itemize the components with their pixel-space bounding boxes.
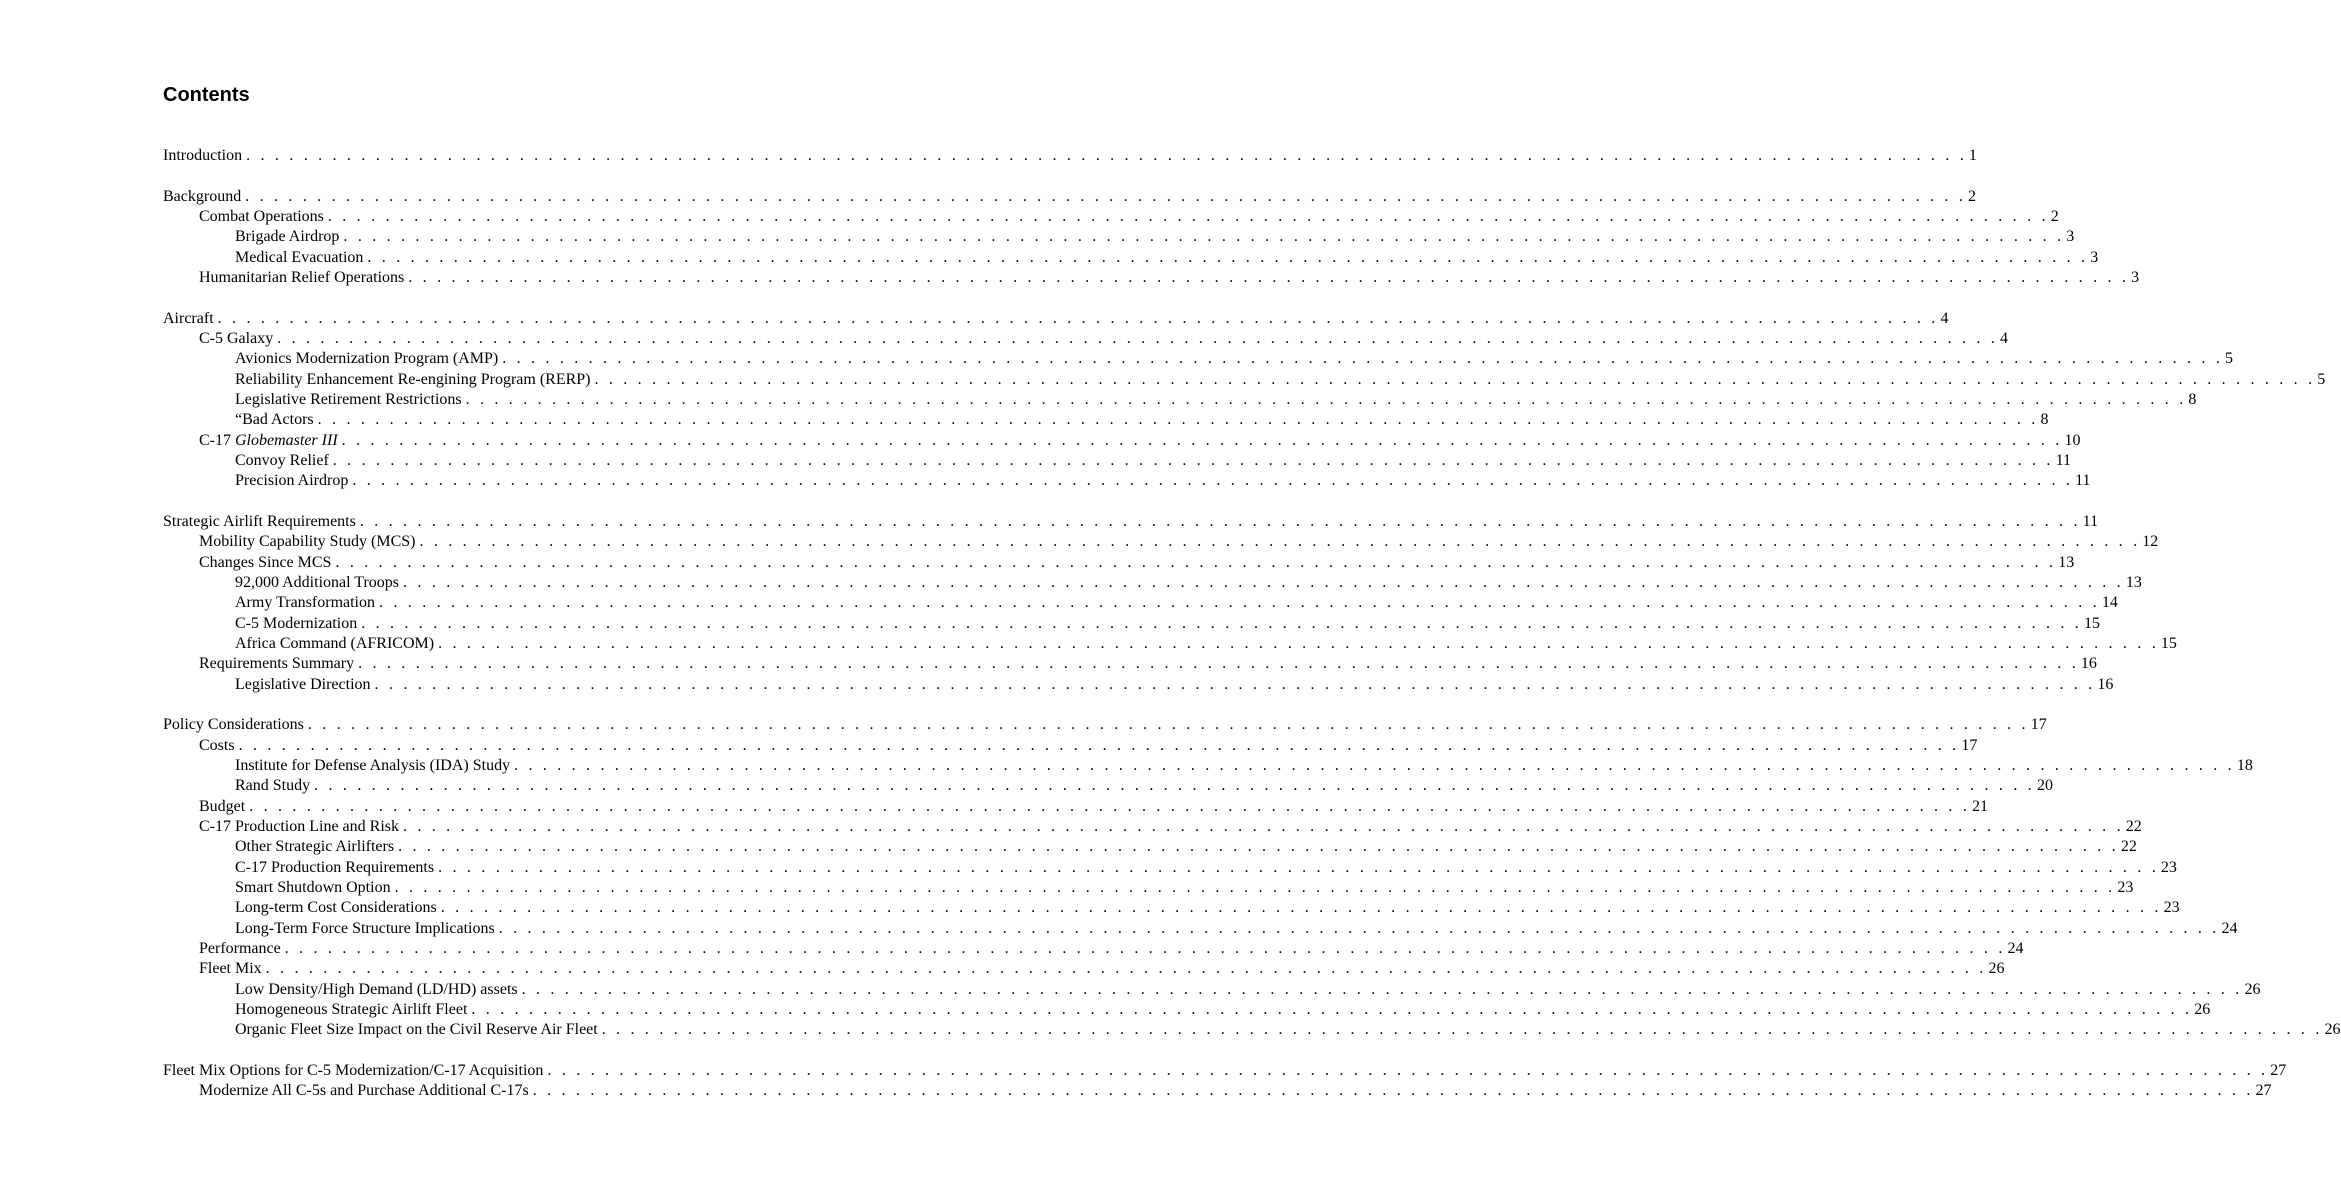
toc-entry[interactable] [163, 1061, 2287, 1081]
toc-entry-page-number: 1 [1968, 147, 1977, 164]
dot-leader: . . . . . . . . . . . . . . . . . . . . . . . . . . . . . . . . . . . . . . . . . . . . . . . . . . . . . . . . . . . . . . . . . . . . . . . . . . . . . . . . . . . . . . . . . . . . . . . . . . . . . . . . . . . . . . . . . . . . . . . . [440, 899, 2162, 917]
toc-entry-title: Costs [199, 736, 235, 754]
toc-entry[interactable] [163, 878, 2134, 898]
toc-entry-title: Performance [199, 940, 281, 958]
toc-entry-title: 92,000 Additional Troops [235, 574, 400, 592]
dot-leader: . . . . . . . . . . . . . . . . . . . . . . . . . . . . . . . . . . . . . . . . . . . . . . . . . . . . . . . . . . . . . . . . . . . . . . . . . . . . . . . . . . . . . . . . . . . . . . . . . . . . . . . . . . . . . . . . . . . . . . . . [438, 858, 2159, 876]
dot-leader: . . . . . . . . . . . . . . . . . . . . . . . . . . . . . . . . . . . . . . . . . . . . . . . . . . . . . . . . . . . . . . . . . . . . . . . . . . . . . . . . . . . . . . . . . . . . . . . . . . . . . . . . . . . . . . . . . . . . . . . . [547, 1062, 2269, 1080]
toc-entry-page-number: 15 [2160, 635, 2177, 653]
toc-entry[interactable] [163, 959, 2005, 979]
toc-entry-title: Low Density/High Demand (LD/HD) assets [235, 980, 518, 998]
toc-entry[interactable] [163, 837, 2137, 857]
toc-entry-title: Africa Command (AFRICOM) [235, 635, 435, 653]
dot-leader: . . . . . . . . . . . . . . . . . . . . . . . . . . . . . . . . . . . . . . . . . . . . . . . . . . . . . . . . . . . . . . . . . . . . . . . . . . . . . . . . . . . . . . . . . . . . . . . . . . . . . . . . . . . . . . . . . . . . . . . . [402, 818, 2124, 836]
toc-entry[interactable] [163, 817, 2142, 837]
toc-entry[interactable] [163, 919, 2238, 939]
toc-entry-title: Budget [199, 797, 246, 815]
toc-entry-page-number: 3 [2090, 248, 2099, 266]
toc-entry-title: C-17 Globemaster III [199, 431, 338, 449]
toc-entry-title: Medical Evacuation [235, 248, 364, 266]
toc-entry-page-number: 16 [2080, 655, 2097, 673]
dot-leader: . . . . . . . . . . . . . . . . . . . . . . . . . . . . . . . . . . . . . . . . . . . . . . . . . . . . . . . . . . . . . . . . . . . . . . . . . . . . . . . . . . . . . . . . . . . . . . . . . . . . . . . . . . . . . . . . . . . . . . . . [532, 1082, 2254, 1100]
dot-leader: . . . . . . . . . . . . . . . . . . . . . . . . . . . . . . . . . . . . . . . . . . . . . . . . . . . . . . . . . . . . . . . . . . . . . . . . . . . . . . . . . . . . . . . . . . . . . . . . . . . . . . . . . . . . . . . . . . . . . . . . [601, 1021, 2323, 1039]
toc-entry-title: “Bad Actors [235, 411, 314, 429]
toc-entry-page-number: 14 [2101, 594, 2118, 612]
toc-entry-page-number: 23 [2160, 858, 2177, 876]
toc-entry[interactable] [163, 390, 2197, 410]
dot-leader: . . . . . . . . . . . . . . . . . . . . . . . . . . . . . . . . . . . . . . . . . . . . . . . . . . . . . . . . . . . . . . . . . . . . . . . . . . . . . . . . . . . . . . . . . . . . . . . . . . . . . . . . . . . . . . . . . . . . . . . . [367, 248, 2089, 266]
toc-entry[interactable] [163, 756, 2253, 776]
toc-entry-title: Legislative Direction [235, 675, 371, 693]
dot-leader: . . . . . . . . . . . . . . . . . . . . . . . . . . . . . . . . . . . . . . . . . . . . . . . . . . . . . . . . . . . . . . . . . . . . . . . . . . . . . . . . . . . . . . . . . . . . . . . . . . . . . . . . . . . . . . . . . . . . . . . . [438, 635, 2159, 653]
toc-entry-page-number: 26 [2244, 980, 2261, 998]
toc-entry[interactable] [163, 146, 1977, 166]
toc-entry-page-number: 8 [2188, 391, 2197, 409]
dot-leader: . . . . . . . . . . . . . . . . . . . . . . . . . . . . . . . . . . . . . . . . . . . . . . . . . . . . . . . . . . . . . . . . . . . . . . . . . . . . . . . . . . . . . . . . . . . . . . . . . . . . . . . . . . . . . . . . . . . . . . . . [245, 187, 1967, 205]
dot-leader: . . . . . . . . . . . . . . . . . . . . . . . . . . . . . . . . . . . . . . . . . . . . . . . . . . . . . . . . . . . . . . . . . . . . . . . . . . . . . . . . . . . . . . . . . . . . . . . . . . . . . . . . . . . . . . . . . . . . . . . . [521, 980, 2243, 998]
toc-entry[interactable] [163, 634, 2177, 654]
toc-entry-title: Smart Shutdown Option [235, 879, 391, 897]
toc-entry-title: Avionics Modernization Program (AMP) [235, 350, 499, 368]
dot-leader: . . . . . . . . . . . . . . . . . . . . . . . . . . . . . . . . . . . . . . . . . . . . . . . . . . . . . . . . . . . . . . . . . . . . . . . . . . . . . . . . . . . . . . . . . . . . . . . . . . . . . . . . . . . . . . . . . . . . . . . . [341, 431, 2063, 449]
toc-entry-title: Aircraft [163, 309, 214, 327]
toc-entry[interactable] [163, 248, 2099, 268]
dot-leader: . . . . . . . . . . . . . . . . . . . . . . . . . . . . . . . . . . . . . . . . . . . . . . . . . . . . . . . . . . . . . . . . . . . . . . . . . . . . . . . . . . . . . . . . . . . . . . . . . . . . . . . . . . . . . . . . . . . . . . . . [249, 797, 1971, 815]
toc-entry[interactable] [163, 797, 1989, 817]
toc-entry-title: Legislative Retirement Restrictions [235, 391, 462, 409]
toc-entry-page-number: 22 [2120, 838, 2137, 856]
toc-entry[interactable] [163, 614, 2101, 634]
dot-leader: . . . . . . . . . . . . . . . . . . . . . . . . . . . . . . . . . . . . . . . . . . . . . . . . . . . . . . . . . . . . . . . . . . . . . . . . . . . . . . . . . . . . . . . . . . . . . . . . . . . . . . . . . . . . . . . . . . . . . . . . [307, 716, 2029, 734]
toc-entry-title: Other Strategic Airlifters [235, 838, 395, 856]
toc-entry-page-number: 23 [2163, 899, 2180, 917]
toc-entry-title: Policy Considerations [163, 716, 304, 734]
toc-entry-title: Long-Term Force Structure Implications [235, 919, 495, 937]
toc-entry[interactable] [163, 532, 2159, 552]
toc-entry-title: Reliability Enhancement Re-engining Program (RERP) [235, 370, 591, 388]
toc-entry-title: Humanitarian Relief Operations [199, 269, 405, 287]
dot-leader: . . . . . . . . . . . . . . . . . . . . . . . . . . . . . . . . . . . . . . . . . . . . . . . . . . . . . . . . . . . . . . . . . . . . . . . . . . . . . . . . . . . . . . . . . . . . . . . . . . . . . . . . . . . . . . . . . . . . . . . . [379, 594, 2100, 612]
toc-entry[interactable] [163, 451, 2071, 471]
dot-leader: . . . . . . . . . . . . . . . . . . . . . . . . . . . . . . . . . . . . . . . . . . . . . . . . . . . . . . . . . . . . . . . . . . . . . . . . . . . . . . . . . . . . . . . . . . . . . . . . . . . . . . . . . . . . . . . . . . . . . . . . [265, 960, 1987, 978]
dot-leader: . . . . . . . . . . . . . . . . . . . . . . . . . . . . . . . . . . . . . . . . . . . . . . . . . . . . . . . . . . . . . . . . . . . . . . . . . . . . . . . . . . . . . . . . . . . . . . . . . . . . . . . . . . . . . . . . . . . . . . . . [374, 675, 2096, 693]
toc-entry[interactable] [163, 410, 2049, 430]
dot-leader: . . . . . . . . . . . . . . . . . . . . . . . . . . . . . . . . . . . . . . . . . . . . . . . . . . . . . . . . . . . . . . . . . . . . . . . . . . . . . . . . . . . . . . . . . . . . . . . . . . . . . . . . . . . . . . . . . . . . . . . . [359, 513, 2081, 531]
toc-entry-title: Institute for Defense Analysis (IDA) Study [235, 757, 511, 775]
dot-leader: . . . . . . . . . . . . . . . . . . . . . . . . . . . . . . . . . . . . . . . . . . . . . . . . . . . . . . . . . . . . . . . . . . . . . . . . . . . . . . . . . . . . . . . . . . . . . . . . . . . . . . . . . . . . . . . . . . . . . . . . [335, 553, 2057, 571]
toc-entry-page-number: 3 [2066, 228, 2075, 246]
toc-entry-page-number: 17 [1961, 736, 1978, 754]
toc-entry[interactable] [163, 939, 2024, 959]
toc-entry-page-number: 3 [2131, 269, 2140, 287]
toc-entry[interactable] [163, 715, 2047, 735]
toc-entry-title: C-17 Production Line and Risk [199, 818, 399, 836]
dot-leader: . . . . . . . . . . . . . . . . . . . . . . . . . . . . . . . . . . . . . . . . . . . . . . . . . . . . . . . . . . . . . . . . . . . . . . . . . . . . . . . . . . . . . . . . . . . . . . . . . . . . . . . . . . . . . . . . . . . . . . . . [465, 391, 2187, 409]
toc-entry-page-number: 5 [2225, 350, 2234, 368]
dot-leader: . . . . . . . . . . . . . . . . . . . . . . . . . . . . . . . . . . . . . . . . . . . . . . . . . . . . . . . . . . . . . . . . . . . . . . . . . . . . . . . . . . . . . . . . . . . . . . . . . . . . . . . . . . . . . . . . . . . . . . . . [277, 330, 1999, 348]
toc-entry[interactable] [163, 349, 2234, 369]
toc-entry[interactable] [163, 980, 2261, 1000]
toc-entry-page-number: 11 [2055, 452, 2071, 470]
toc-entry-title: C-17 Production Requirements [235, 858, 435, 876]
toc-entry[interactable] [163, 736, 1978, 756]
dot-leader: . . . . . . . . . . . . . . . . . . . . . . . . . . . . . . . . . . . . . . . . . . . . . . . . . . . . . . . . . . . . . . . . . . . . . . . . . . . . . . . . . . . . . . . . . . . . . . . . . . . . . . . . . . . . . . . . . . . . . . . . [352, 472, 2074, 490]
toc-entry-page-number: 22 [2125, 818, 2142, 836]
toc-entry[interactable] [163, 471, 2091, 491]
toc-entry-title: Fleet Mix [199, 960, 262, 978]
toc-section [163, 187, 2140, 289]
toc-entry-page-number: 24 [2221, 919, 2238, 937]
toc-section [163, 309, 2326, 492]
toc-entry-page-number: 16 [2097, 675, 2114, 693]
toc-entry[interactable] [163, 227, 2075, 247]
toc-section [163, 715, 2341, 1040]
toc-section [163, 146, 1977, 166]
toc-entry-title: Modernize All C-5s and Purchase Additional C-17s [199, 1082, 529, 1100]
dot-leader: . . . . . . . . . . . . . . . . . . . . . . . . . . . . . . . . . . . . . . . . . . . . . . . . . . . . . . . . . . . . . . . . . . . . . . . . . . . . . . . . . . . . . . . . . . . . . . . . . . . . . . . . . . . . . . . . . . . . . . . . [238, 736, 1960, 754]
toc-entry[interactable] [163, 329, 2009, 349]
toc-entry[interactable] [163, 187, 1977, 207]
dot-leader: . . . . . . . . . . . . . . . . . . . . . . . . . . . . . . . . . . . . . . . . . . . . . . . . . . . . . . . . . . . . . . . . . . . . . . . . . . . . . . . . . . . . . . . . . . . . . . . . . . . . . . . . . . . . . . . . . . . . . . . . [419, 533, 2141, 551]
dot-leader: . . . . . . . . . . . . . . . . . . . . . . . . . . . . . . . . . . . . . . . . . . . . . . . . . . . . . . . . . . . . . . . . . . . . . . . . . . . . . . . . . . . . . . . . . . . . . . . . . . . . . . . . . . . . . . . . . . . . . . . . [327, 208, 2049, 226]
toc-entry[interactable] [163, 553, 2075, 573]
toc-entry[interactable] [163, 675, 2114, 695]
dot-leader: . . . . . . . . . . . . . . . . . . . . . . . . . . . . . . . . . . . . . . . . . . . . . . . . . . . . . . . . . . . . . . . . . . . . . . . . . . . . . . . . . . . . . . . . . . . . . . . . . . . . . . . . . . . . . . . . . . . . . . . . [514, 757, 2235, 775]
toc-entry-title: Army Transformation [235, 594, 375, 612]
toc-entry[interactable] [163, 309, 1949, 329]
toc-entry-page-number: 26 [2324, 1021, 2341, 1039]
dot-leader: . . . . . . . . . . . . . . . . . . . . . . . . . . . . . . . . . . . . . . . . . . . . . . . . . . . . . . . . . . . . . . . . . . . . . . . . . . . . . . . . . . . . . . . . . . . . . . . . . . . . . . . . . . . . . . . . . . . . . . . . [358, 655, 2079, 673]
dot-leader: . . . . . . . . . . . . . . . . . . . . . . . . . . . . . . . . . . . . . . . . . . . . . . . . . . . . . . . . . . . . . . . . . . . . . . . . . . . . . . . . . . . . . . . . . . . . . . . . . . . . . . . . . . . . . . . . . . . . . . . . [394, 879, 2116, 897]
contents-heading: Contents [163, 84, 250, 106]
dot-leader: . . . . . . . . . . . . . . . . . . . . . . . . . . . . . . . . . . . . . . . . . . . . . . . . . . . . . . . . . . . . . . . . . . . . . . . . . . . . . . . . . . . . . . . . . . . . . . . . . . . . . . . . . . . . . . . . . . . . . . . . [314, 777, 2035, 795]
toc-entry[interactable] [163, 858, 2177, 878]
toc-entry-title: Mobility Capability Study (MCS) [199, 533, 416, 551]
toc-entry[interactable] [163, 898, 2180, 918]
toc-entry-page-number: 26 [1988, 960, 2005, 978]
table-of-contents [163, 146, 2341, 1122]
toc-section [163, 1061, 2287, 1102]
toc-entry-page-number: 11 [2082, 513, 2099, 531]
toc-entry-page-number: 26 [2194, 1001, 2211, 1019]
toc-entry-page-number: 13 [2125, 574, 2142, 592]
toc-entry[interactable] [163, 268, 2140, 288]
toc-entry-page-number: 4 [2000, 330, 2009, 348]
toc-entry[interactable] [163, 431, 2081, 451]
toc-entry-title: Convoy Relief [235, 452, 329, 470]
toc-entry-page-number: 27 [2255, 1082, 2272, 1100]
dot-leader: . . . . . . . . . . . . . . . . . . . . . . . . . . . . . . . . . . . . . . . . . . . . . . . . . . . . . . . . . . . . . . . . . . . . . . . . . . . . . . . . . . . . . . . . . . . . . . . . . . . . . . . . . . . . . . . . . . . . . . . . [502, 350, 2224, 368]
toc-entry-page-number: 10 [2064, 431, 2081, 449]
toc-entry-page-number: 23 [2117, 879, 2134, 897]
dot-leader: . . . . . . . . . . . . . . . . . . . . . . . . . . . . . . . . . . . . . . . . . . . . . . . . . . . . . . . . . . . . . . . . . . . . . . . . . . . . . . . . . . . . . . . . . . . . . . . . . . . . . . . . . . . . . . . . . . . . . . . . [284, 940, 2006, 958]
dot-leader: . . . . . . . . . . . . . . . . . . . . . . . . . . . . . . . . . . . . . . . . . . . . . . . . . . . . . . . . . . . . . . . . . . . . . . . . . . . . . . . . . . . . . . . . . . . . . . . . . . . . . . . . . . . . . . . . . . . . . . . . [403, 574, 2124, 592]
toc-entry[interactable] [163, 573, 2142, 593]
dot-leader: . . . . . . . . . . . . . . . . . . . . . . . . . . . . . . . . . . . . . . . . . . . . . . . . . . . . . . . . . . . . . . . . . . . . . . . . . . . . . . . . . . . . . . . . . . . . . . . . . . . . . . . . . . . . . . . . . . . . . . . . [246, 147, 1967, 164]
toc-entry-page-number: 18 [2236, 757, 2253, 775]
toc-entry-title: Fleet Mix Options for C-5 Modernization/C-17 Acquisition [163, 1062, 544, 1080]
toc-entry-title: Rand Study [235, 777, 311, 795]
toc-entry[interactable] [163, 512, 2099, 532]
toc-entry-page-number: 15 [2084, 614, 2101, 632]
toc-entry-page-number: 17 [2030, 716, 2047, 734]
toc-entry[interactable] [163, 370, 2326, 390]
toc-entry-title: Introduction [163, 147, 243, 164]
toc-entry-page-number: 11 [2075, 472, 2091, 490]
toc-entry-title: Brigade Airdrop [235, 228, 340, 246]
toc-entry-title: Strategic Airlift Requirements [163, 513, 356, 531]
dot-leader: . . . . . . . . . . . . . . . . . . . . . . . . . . . . . . . . . . . . . . . . . . . . . . . . . . . . . . . . . . . . . . . . . . . . . . . . . . . . . . . . . . . . . . . . . . . . . . . . . . . . . . . . . . . . . . . . . . . . . . . . [317, 411, 2039, 429]
toc-entry-page-number: 13 [2058, 553, 2075, 571]
toc-entry-page-number: 5 [2317, 370, 2326, 388]
toc-entry-title: Changes Since MCS [199, 553, 332, 571]
toc-entry-title: C-5 Galaxy [199, 330, 274, 348]
toc-entry[interactable] [163, 1020, 2341, 1040]
dot-leader: . . . . . . . . . . . . . . . . . . . . . . . . . . . . . . . . . . . . . . . . . . . . . . . . . . . . . . . . . . . . . . . . . . . . . . . . . . . . . . . . . . . . . . . . . . . . . . . . . . . . . . . . . . . . . . . . . . . . . . . . [343, 228, 2065, 246]
toc-entry-title: Organic Fleet Size Impact on the Civil Reserve Air Fleet [235, 1021, 598, 1039]
dot-leader: . . . . . . . . . . . . . . . . . . . . . . . . . . . . . . . . . . . . . . . . . . . . . . . . . . . . . . . . . . . . . . . . . . . . . . . . . . . . . . . . . . . . . . . . . . . . . . . . . . . . . . . . . . . . . . . . . . . . . . . . [217, 309, 1939, 327]
toc-entry[interactable] [163, 207, 2059, 227]
toc-entry-page-number: 2 [2050, 208, 2059, 226]
dot-leader: . . . . . . . . . . . . . . . . . . . . . . . . . . . . . . . . . . . . . . . . . . . . . . . . . . . . . . . . . . . . . . . . . . . . . . . . . . . . . . . . . . . . . . . . . . . . . . . . . . . . . . . . . . . . . . . . . . . . . . . . [361, 614, 2083, 632]
toc-entry-page-number: 27 [2270, 1062, 2287, 1080]
toc-entry-page-number: 24 [2007, 940, 2024, 958]
toc-entry-title: Background [163, 187, 242, 205]
dot-leader: . . . . . . . . . . . . . . . . . . . . . . . . . . . . . . . . . . . . . . . . . . . . . . . . . . . . . . . . . . . . . . . . . . . . . . . . . . . . . . . . . . . . . . . . . . . . . . . . . . . . . . . . . . . . . . . . . . . . . . . . [471, 1001, 2193, 1019]
toc-entry[interactable] [163, 776, 2053, 796]
toc-entry[interactable] [163, 1081, 2272, 1101]
toc-entry-title: Homogeneous Strategic Airlift Fleet [235, 1001, 468, 1019]
dot-leader: . . . . . . . . . . . . . . . . . . . . . . . . . . . . . . . . . . . . . . . . . . . . . . . . . . . . . . . . . . . . . . . . . . . . . . . . . . . . . . . . . . . . . . . . . . . . . . . . . . . . . . . . . . . . . . . . . . . . . . . . [398, 838, 2119, 856]
toc-entry-title: Requirements Summary [199, 655, 355, 673]
toc-entry-page-number: 4 [1940, 309, 1949, 327]
toc-entry-title: Long-term Cost Considerations [235, 899, 437, 917]
toc-section [163, 512, 2177, 695]
toc-entry[interactable] [163, 593, 2118, 613]
dot-leader: . . . . . . . . . . . . . . . . . . . . . . . . . . . . . . . . . . . . . . . . . . . . . . . . . . . . . . . . . . . . . . . . . . . . . . . . . . . . . . . . . . . . . . . . . . . . . . . . . . . . . . . . . . . . . . . . . . . . . . . . [408, 269, 2130, 287]
toc-entry-title: Precision Airdrop [235, 472, 349, 490]
toc-entry-page-number: 2 [1968, 187, 1977, 205]
toc-entry-page-number: 8 [2040, 411, 2049, 429]
toc-entry-title: C-5 Modernization [235, 614, 358, 632]
toc-entry-page-number: 21 [1972, 797, 1989, 815]
dot-leader: . . . . . . . . . . . . . . . . . . . . . . . . . . . . . . . . . . . . . . . . . . . . . . . . . . . . . . . . . . . . . . . . . . . . . . . . . . . . . . . . . . . . . . . . . . . . . . . . . . . . . . . . . . . . . . . . . . . . . . . . [594, 370, 2316, 388]
toc-entry[interactable] [163, 654, 2097, 674]
toc-entry[interactable] [163, 1000, 2211, 1020]
toc-entry-title: Combat Operations [199, 208, 324, 226]
dot-leader: . . . . . . . . . . . . . . . . . . . . . . . . . . . . . . . . . . . . . . . . . . . . . . . . . . . . . . . . . . . . . . . . . . . . . . . . . . . . . . . . . . . . . . . . . . . . . . . . . . . . . . . . . . . . . . . . . . . . . . . . [332, 452, 2054, 470]
toc-entry-page-number: 20 [2036, 777, 2053, 795]
toc-entry-page-number: 12 [2142, 533, 2159, 551]
dot-leader: . . . . . . . . . . . . . . . . . . . . . . . . . . . . . . . . . . . . . . . . . . . . . . . . . . . . . . . . . . . . . . . . . . . . . . . . . . . . . . . . . . . . . . . . . . . . . . . . . . . . . . . . . . . . . . . . . . . . . . . . [498, 919, 2220, 937]
